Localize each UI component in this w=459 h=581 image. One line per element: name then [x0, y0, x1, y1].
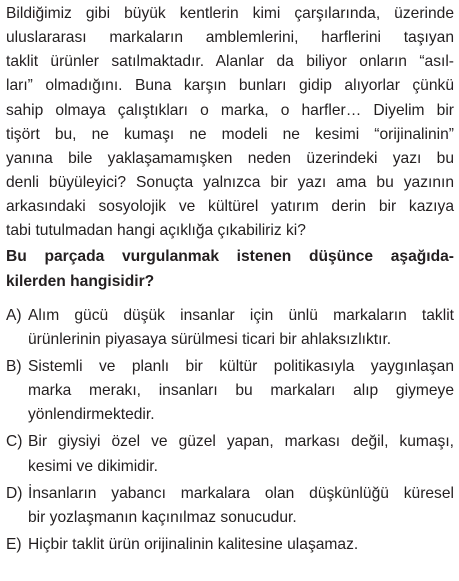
option-text-line: Sistemli ve planlı bir kültür politikasıyla yaygınlaşan — [28, 357, 454, 375]
answer-options — [6, 304, 454, 557]
option-letter: C) — [6, 433, 23, 451]
option-text-line: ürünlerinin piyasaya sürülmesi ticari bir ahlaksızlıktır. — [28, 330, 392, 348]
question-stem — [6, 245, 454, 293]
question-line: Bu parçada vurgulanmak istenen düşünce aşağıda- — [6, 248, 454, 266]
option-letter: B) — [6, 357, 22, 375]
passage-line: arkasındaki sosyolojik ve kültürel yatırım derin bir kazıya — [6, 198, 454, 216]
option-e[interactable] — [6, 533, 454, 557]
passage-line: ları” olmadığını. Buna karşın bunları gidip alıyorlar çünkü — [6, 77, 454, 95]
option-letter: D) — [6, 484, 23, 502]
option-text-line: İnsanların yabancı markalara olan düşkünlüğü küresel — [28, 484, 454, 502]
passage-line: sahip olmaya çalıştıkları o marka, o harfler… Diyelim bir — [6, 101, 454, 119]
option-text-line: Bir giysiyi özel ve güzel yapan, markası değil, kumaşı, — [28, 433, 454, 451]
passage-line: Bildiğimiz gibi büyük kentlerin kimi çarşılarında, üzerinde — [6, 5, 454, 22]
option-d[interactable] — [6, 482, 454, 530]
option-text-line: Alım gücü düşük insanlar için ünlü markaların taklit — [28, 306, 454, 324]
passage-line: tişört bu, ne kumaşı ne modeli ne kesimi “orijinalinin” — [6, 125, 454, 143]
passage-line: tabi tutulmadan hangi açıklığa çıkabiliriz ki? — [6, 222, 306, 240]
passage-line: denli büyüleyici? Sonuçta yalnızca bir yazı ama bu yazının — [6, 173, 454, 191]
passage-text — [6, 2, 454, 243]
option-letter: A) — [6, 306, 22, 324]
option-b[interactable] — [6, 355, 454, 427]
option-text-line: bir yozlaşmanın kaçınılmaz sonucudur. — [28, 508, 297, 526]
question-line: kilerden hangisidir? — [6, 272, 155, 290]
option-a[interactable] — [6, 304, 454, 352]
option-text-line: kesimi ve dikimidir. — [28, 457, 158, 475]
option-letter: E) — [6, 535, 22, 553]
passage-line: yanına bile yaklaşamamışken neden üzerindeki yazı bu — [6, 149, 454, 167]
option-c[interactable] — [6, 430, 454, 478]
passage-line: uluslararası markaların amblemlerini, harflerini taşıyan — [6, 29, 454, 47]
option-text-line: Hiçbir taklit ürün orijinalinin kalitesine ulaşamaz. — [28, 535, 359, 553]
question-page — [6, 2, 454, 557]
option-text-line: yönlendirmektedir. — [28, 406, 155, 424]
passage-line: taklit ürünler satılmaktadır. Alanlar da biliyor onların “asıl- — [6, 53, 454, 71]
option-text-line: marka merakı, insanları bu markaları alıp giymeye — [28, 382, 454, 400]
